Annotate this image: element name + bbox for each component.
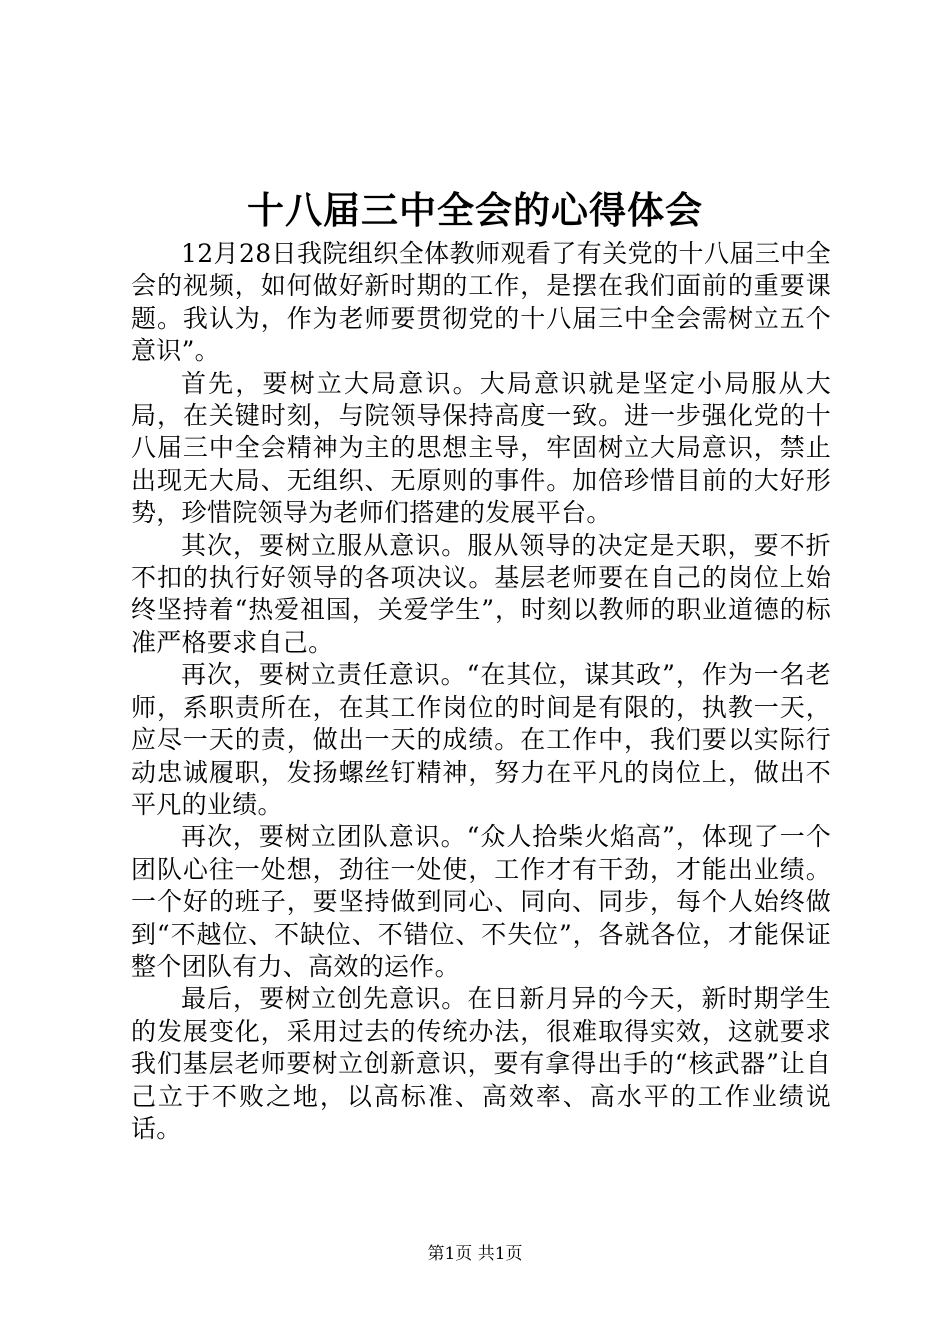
paragraph-innovation-awareness: 最后，要树立创先意识。在日新月异的今天，新时期学生的发展变化，采用过去的传统办法，很难取得实效，这就要求我们基层老师要树立创新意识，要有拿得出手的“核武器”让自己立于不败之地，以高标准、高效率、高水平的工作业绩说话。 bbox=[131, 984, 831, 1143]
paragraph-obedience-awareness: 其次，要树立服从意识。服从领导的决定是天职，要不折不扣的执行好领导的各项决议。基层老师要在自己的岗位上始终坚持着“热爱祖国，关爱学生”，时刻以教师的职业道德的标准严格要求自己。 bbox=[131, 530, 831, 657]
paragraph-team-awareness: 再次，要树立团队意识。“众人拾柴火焰高”，体现了一个团队心往一处想，劲往一处使，工作才有干劲，才能出业绩。一个好的班子，要坚持做到同心、同向、同步，每个人始终做到“不越位、不缺位、不错位、不失位”，各就各位，才能保证整个团队有力、高效的运作。 bbox=[131, 822, 831, 981]
paragraph-intro: 12月28日我院组织全体教师观看了有关党的十八届三中全会的视频，如何做好新时期的工作，是摆在我们面前的重要课题。我认为，作为老师要贯彻党的十八届三中全会需树立五个意识”。 bbox=[131, 239, 831, 366]
document-body bbox=[131, 238, 831, 1145]
page-number-footer: 第1页 共1页 bbox=[427, 1244, 523, 1264]
paragraph-overall-awareness: 首先，要树立大局意识。大局意识就是坚定小局服从大局，在关键时刻，与院领导保持高度一致。进一步强化党的十八届三中全会精神为主的思想主导，牢固树立大局意识，禁止出现无大局、无组织、无原则的事件。加倍珍惜目前的大好形势，珍惜院领导为老师们搭建的发展平台。 bbox=[131, 368, 831, 528]
paragraph-responsibility-awareness: 再次，要树立责任意识。“在其位，谋其政”，作为一名老师，系职责所在，在其工作岗位的时间是有限的，执教一天，应尽一天的责，做出一天的成绩。在工作中，我们要以实际行动忠诚履职，发扬螺丝钉精神，努力在平凡的岗位上，做出不平凡的业绩。 bbox=[131, 660, 831, 819]
document-title: 十八届三中全会的心得体会 bbox=[247, 188, 703, 232]
